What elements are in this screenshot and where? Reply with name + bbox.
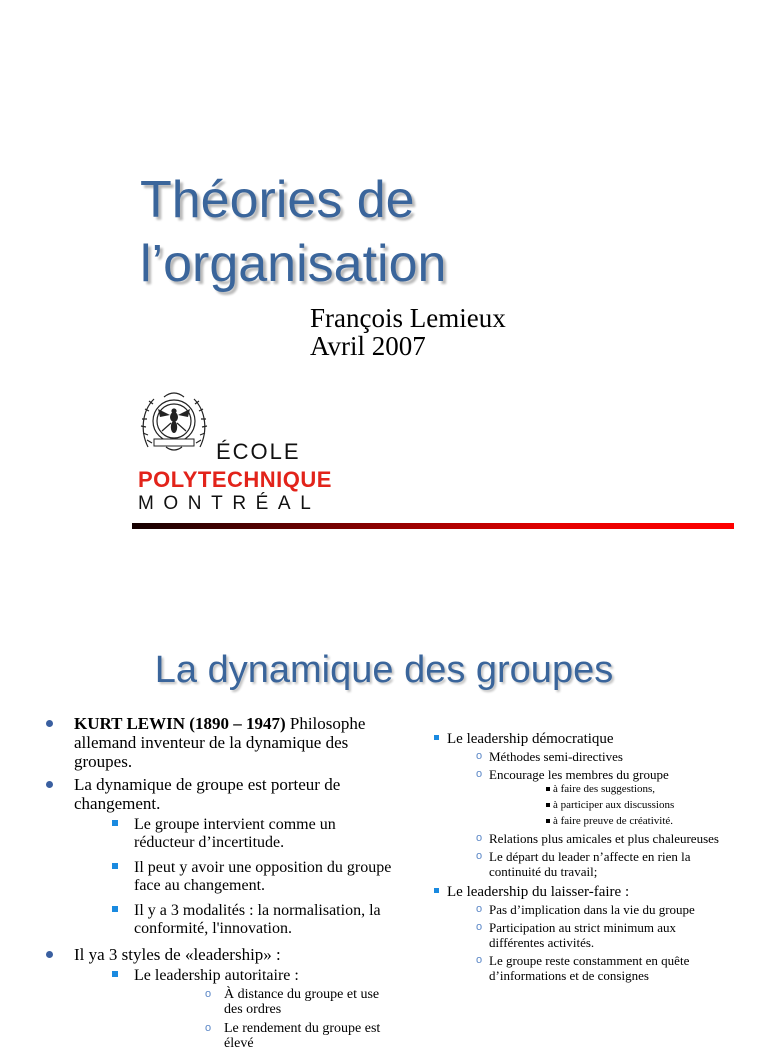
left-column	[46, 714, 396, 1058]
slide-title	[140, 168, 446, 296]
bullet-text: Philosophe allemand inventeur de la dynamique des groupes.	[74, 714, 366, 771]
detail-item	[489, 815, 732, 828]
point-text: Méthodes semi-directives	[489, 749, 623, 764]
gradient-divider	[132, 523, 734, 529]
logo-text-montreal: MONTRÉAL	[138, 493, 321, 514]
circle-bullet-icon: o	[205, 988, 212, 1000]
sub-bullet-text: Le groupe intervient comme un réducteur d’incertitude.	[134, 816, 336, 851]
detail-text: à faire des suggestions,	[553, 783, 656, 795]
sub-bullet-text: Le leadership autoritaire :	[134, 967, 299, 984]
point-item	[447, 749, 732, 764]
square-bullet-icon	[112, 820, 118, 826]
point-item	[447, 831, 732, 846]
square-bullet-icon	[112, 863, 118, 869]
logo-text-ecole: ÉCOLE	[216, 439, 301, 464]
sub-sub-bullet-item	[134, 1021, 396, 1051]
section-text: Le leadership démocratique	[447, 731, 614, 747]
point-item	[447, 902, 732, 917]
point-item	[447, 767, 732, 828]
circle-bullet-icon: o	[476, 954, 483, 966]
sub-bullet-item	[74, 859, 396, 895]
sub-sub-bullet-text: Le rendement du groupe est élevé	[224, 1021, 381, 1051]
polytechnique-seal-icon	[138, 387, 210, 453]
right-column	[432, 730, 732, 987]
sub-sub-bullet-item	[134, 987, 396, 1017]
bullet-text: La dynamique de groupe est porteur de changement.	[74, 775, 341, 813]
square-bullet-icon	[434, 888, 439, 893]
circle-bullet-icon: o	[476, 921, 483, 933]
circle-bullet-icon: o	[476, 832, 483, 844]
small-square-bullet-icon	[546, 819, 550, 823]
point-text: Le groupe reste constamment en quête d’informations et de consignes	[489, 953, 690, 983]
slide-title: La dynamique des groupes	[154, 649, 614, 691]
bullet-item	[46, 775, 396, 938]
detail-text: à participer aux discussions	[553, 799, 675, 811]
presentation-date: Avril 2007	[310, 331, 426, 361]
section-item	[432, 883, 732, 983]
point-item	[447, 953, 732, 983]
sub-bullet-item	[74, 967, 396, 1051]
sub-bullet-item	[74, 902, 396, 938]
detail-item	[489, 799, 732, 812]
content-slide	[0, 580, 768, 1051]
square-bullet-icon	[434, 735, 439, 740]
square-bullet-icon	[112, 971, 118, 977]
sub-bullet-item	[74, 816, 396, 852]
square-bullet-icon	[112, 906, 118, 912]
bullet-dot-icon	[46, 951, 53, 958]
author-name: François Lemieux	[310, 303, 506, 333]
point-text: Pas d’implication dans la vie du groupe	[489, 902, 695, 917]
bullet-dot-icon	[46, 781, 53, 788]
school-logo	[136, 387, 366, 517]
point-item	[447, 920, 732, 950]
circle-bullet-icon: o	[476, 750, 483, 762]
slide-title-line-1: Théories de	[140, 171, 415, 229]
point-text: Le départ du leader n’affecte en rien la continuité du travail;	[489, 849, 691, 879]
sub-bullet-text: Il y a 3 modalités : la normalisation, la conformité, l'innovation.	[134, 902, 381, 937]
point-text: Encourage les membres du groupe	[489, 767, 669, 782]
circle-bullet-icon: o	[476, 850, 483, 862]
circle-bullet-icon: o	[205, 1022, 212, 1034]
bullet-text: Il ya 3 styles de «leadership» :	[74, 945, 281, 964]
point-text: Participation au strict minimum aux différentes activités.	[489, 920, 677, 950]
section-item	[432, 730, 732, 879]
circle-bullet-icon: o	[476, 768, 483, 780]
bold-name: KURT LEWIN (1890 – 1947)	[74, 714, 286, 733]
section-text: Le leadership du laisser-faire :	[447, 884, 630, 900]
small-square-bullet-icon	[546, 803, 550, 807]
sub-sub-bullet-text: À distance du groupe et use des ordres	[224, 987, 380, 1017]
bullet-item	[46, 945, 396, 1051]
small-square-bullet-icon	[546, 787, 550, 791]
bullet-dot-icon	[46, 720, 53, 727]
bullet-item	[46, 714, 396, 771]
circle-bullet-icon: o	[476, 903, 483, 915]
detail-text: à faire preuve de créativité.	[553, 815, 674, 827]
sub-bullet-text: Il peut y avoir une opposition du groupe face au changement.	[134, 859, 392, 894]
slide-title-line-2: l’organisation	[140, 235, 447, 293]
detail-item	[489, 783, 732, 796]
point-text: Relations plus amicales et plus chaleureuses	[489, 831, 719, 846]
logo-text-polytechnique: POLYTECHNIQUE	[138, 467, 332, 492]
point-item	[447, 849, 732, 879]
author-block	[310, 304, 506, 360]
